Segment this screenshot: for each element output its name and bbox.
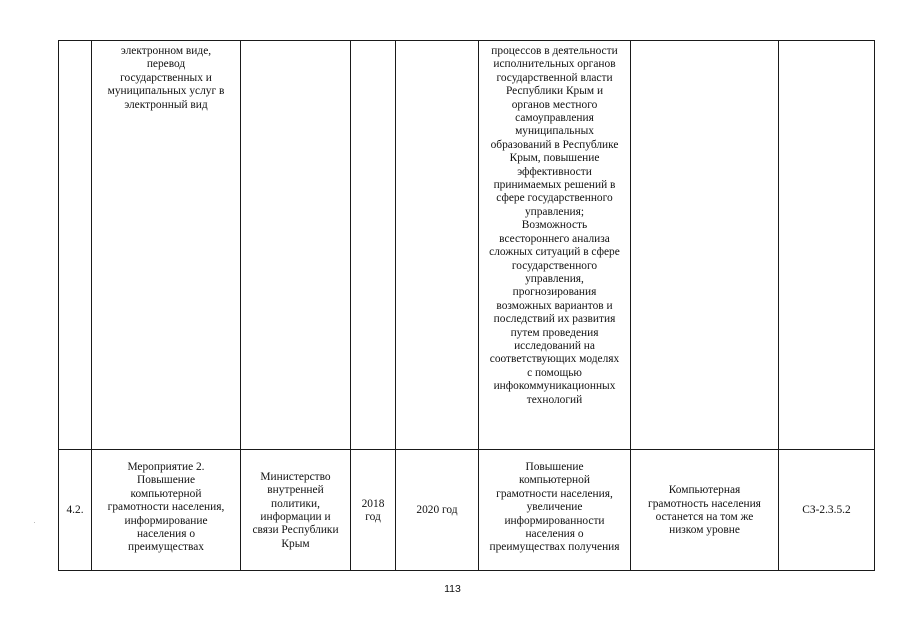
row-number-cell [59,41,92,450]
executor-text: Министерство внутренней политики, информации и связи Республики Крым [252,470,339,550]
start-year-text: 2018 год [361,497,385,523]
measure-cell [92,41,241,450]
measure-cell [92,450,241,571]
start-year-cell [351,41,396,450]
end-year-cell [396,41,479,450]
scan-speck [34,522,35,523]
link-cell [779,41,875,450]
consequence-text: Компьютерная грамотность населения останется на том же низком уровне [648,484,761,537]
consequence-cell [631,450,779,571]
link-text: СЗ-2.3.5.2 [802,504,851,517]
expected-result-cell [479,450,631,571]
executor-cell [241,41,351,450]
start-year-cell [351,450,396,571]
consequence-cell [631,41,779,450]
expected-result-text: Повышение компьютерной грамотности населения, увеличение информированности населения о преимуществах получения [489,461,620,554]
executor-cell [241,450,351,571]
row-number: 4.2. [66,504,84,517]
row-number-cell [59,450,92,571]
expected-result-cell [479,41,631,450]
table-row [59,450,875,571]
link-cell [779,450,875,571]
end-year-text: 2020 год [416,504,458,517]
page-number: 113 [444,583,461,595]
end-year-cell [396,450,479,571]
expected-result-text: процессов в деятельности исполнительных органов государственной власти Республики Крым и органов местного самоуправления муниципальных образований в Республике Крым, повышение эффективности принимаемых решений в сфере государственного управления; Возможность всестороннего анализа сложных ситуаций в сфере государственного управления, прогнозирования возможных вариантов и последствий их развития путем проведения исследований на соответствующих моделях с помощью инфокоммуникационных технологий [489,45,620,406]
activities-table [58,40,875,571]
measure-text: Мероприятие 2. Повышение компьютерной грамотности населения, информирование населения о преимуществах [107,461,225,554]
table-row [59,41,875,450]
measure-text: электронном виде, перевод государственных и муниципальных услуг в электронный вид [107,45,225,111]
